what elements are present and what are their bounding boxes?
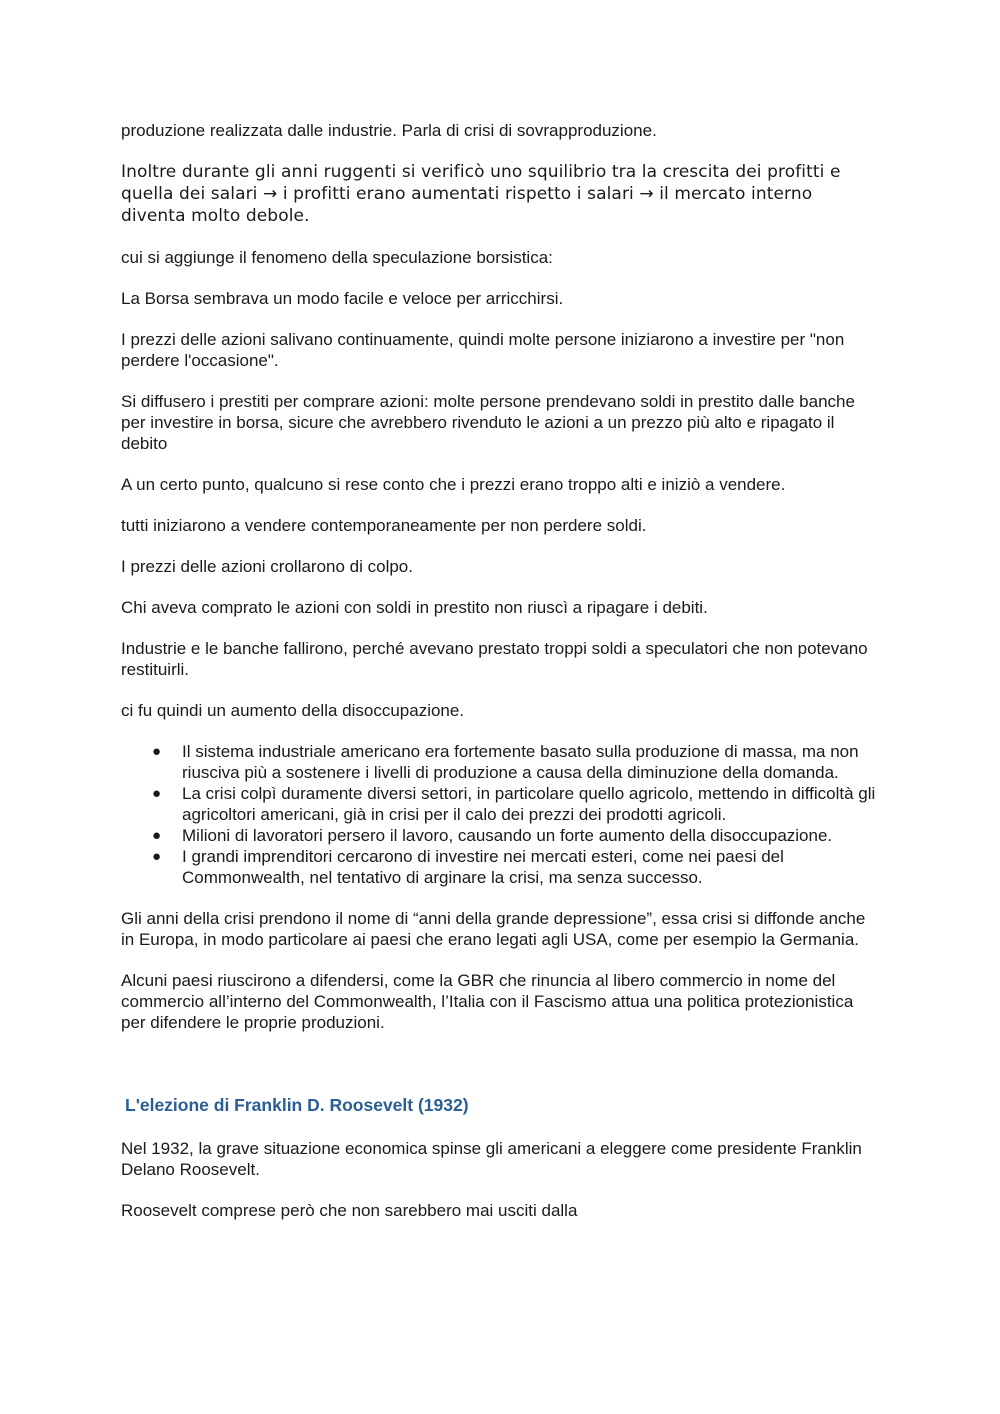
paragraph: Inoltre durante gli anni ruggenti si verificò uno squilibrio tra la crescita dei profitti e quella dei salari → i profitti erano aumentati rispetto i salari → il mercato interno diventa molto debole.	[121, 162, 841, 226]
paragraph: Alcuni paesi riuscirono a difendersi, come la GBR che rinuncia al libero commercio in nome del commercio all’interno del Commonwealth, l’Italia con il Fascismo attua una politica protezionistica per difendere le proprie produzioni.	[121, 971, 854, 1032]
bullet-icon: ●	[152, 848, 162, 865]
paragraph: tutti iniziarono a vendere contemporaneamente per non perdere soldi.	[121, 516, 647, 535]
bullet-list	[121, 741, 881, 888]
paragraph: ci fu quindi un aumento della disoccupazione.	[121, 701, 465, 720]
list-item-text: Il sistema industriale americano era fortemente basato sulla produzione di massa, ma non riusciva più a sostenere i livelli di produzione a causa della diminuzione della domanda.	[182, 742, 859, 782]
list-item-text: Milioni di lavoratori persero il lavoro, causando un forte aumento della disoccupazione.	[182, 826, 833, 845]
list-item-text: La crisi colpì duramente diversi settori, in particolare quello agricolo, mettendo in difficoltà gli agricoltori americani, già in crisi per il calo dei prezzi dei prodotti agricoli.	[182, 784, 876, 824]
paragraph: produzione realizzata dalle industrie. Parla di crisi di sovrapproduzione.	[121, 121, 657, 140]
list-item	[121, 825, 881, 846]
bullet-icon: ●	[152, 743, 162, 760]
paragraph: cui si aggiunge il fenomeno della speculazione borsistica:	[121, 248, 553, 267]
paragraph: Si diffusero i prestiti per comprare azioni: molte persone prendevano soldi in prestito dalle banche per investire in borsa, sicure che avrebbero rivenduto le azioni a un prezzo più alto e ripagato il debito	[121, 392, 855, 453]
paragraph: Chi aveva comprato le azioni con soldi in prestito non riuscì a ripagare i debiti.	[121, 598, 708, 617]
bullet-icon: ●	[152, 785, 162, 802]
document-page	[121, 120, 881, 1241]
paragraph: A un certo punto, qualcuno si rese conto che i prezzi erano troppo alti e iniziò a vendere.	[121, 475, 786, 494]
paragraph: I prezzi delle azioni salivano continuamente, quindi molte persone iniziarono a investire per "non perdere l'occasione".	[121, 330, 845, 370]
paragraph: I prezzi delle azioni crollarono di colpo.	[121, 557, 413, 576]
paragraph: Nel 1932, la grave situazione economica spinse gli americani a eleggere come presidente Franklin Delano Roosevelt.	[121, 1139, 862, 1179]
paragraph: La Borsa sembrava un modo facile e veloce per arricchirsi.	[121, 289, 564, 308]
paragraph: Industrie e le banche fallirono, perché avevano prestato troppi soldi a speculatori che non potevano restituirli.	[121, 639, 868, 679]
list-item	[121, 741, 881, 783]
list-item	[121, 846, 881, 888]
list-item-text: I grandi imprenditori cercarono di investire nei mercati esteri, come nei paesi del Commonwealth, nel tentativo di arginare la crisi, ma senza successo.	[182, 847, 784, 887]
paragraph: Gli anni della crisi prendono il nome di “anni della grande depressione”, essa crisi si diffonde anche in Europa, in modo particolare ai paesi che erano legati agli USA, come per esempio la Germania.	[121, 909, 866, 949]
section-heading: L'elezione di Franklin D. Roosevelt (1932)	[125, 1095, 469, 1115]
bullet-icon: ●	[152, 827, 162, 844]
paragraph: Roosevelt comprese però che non sarebbero mai usciti dalla	[121, 1201, 578, 1220]
list-item	[121, 783, 881, 825]
